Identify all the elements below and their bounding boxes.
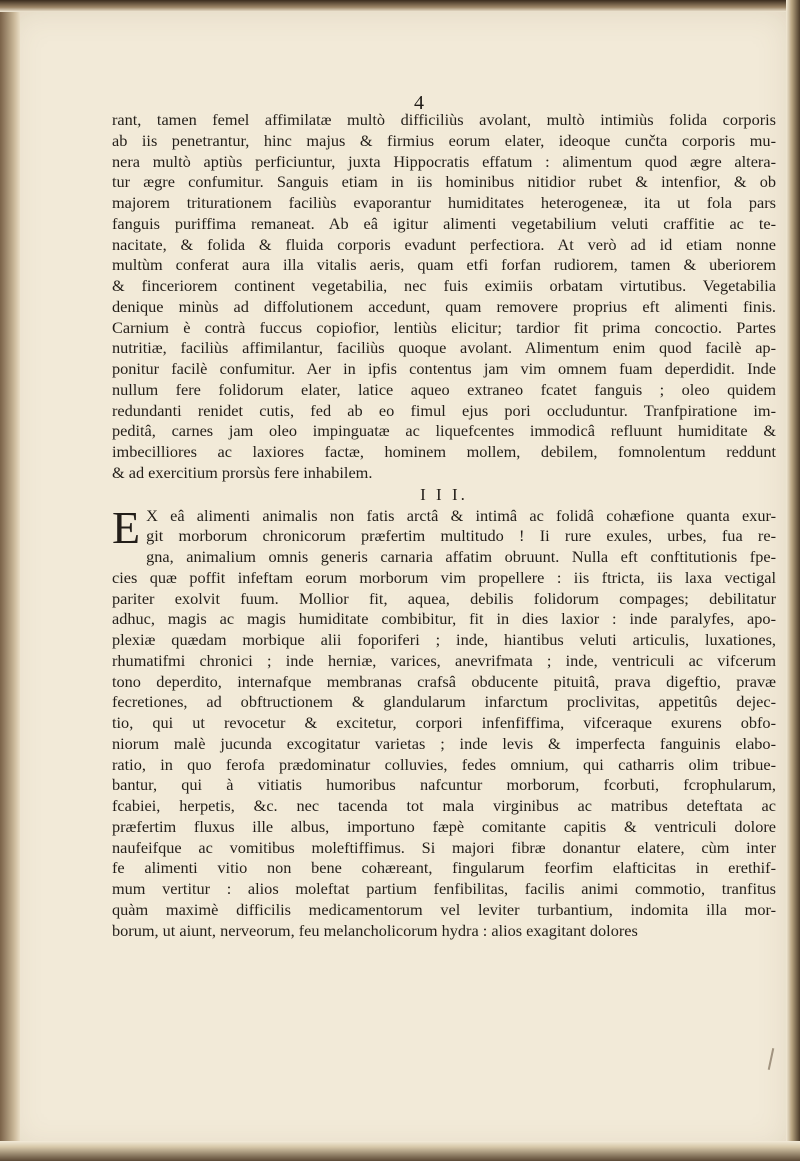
page-top-edge [0,0,800,12]
text-line: tio, qui ut revocetur & excitetur, corpori infenfiffima, vifceraque exurens obfo- [112,713,776,732]
text-line: peditâ, carnes jam oleo impinguatæ ac liquefcentes immodicâ refluunt humiditate & [112,421,776,441]
page-binding-shadow [0,0,20,1161]
text-line: mum vertitur : alios moleftat partium fenfibilitas, facilis animi commotio, tranfitus [112,879,776,898]
page-number: 4 [414,92,424,114]
text-line: ponitur facilè confumitur. Aer in ipfis contentus jam vim omnem fuam deperdidit. Inde [112,359,776,378]
text-line: Carnium è contrà fuccus copiofior, lentiùs elicitur; tardior fit prima concoctio. Partes [112,317,776,337]
text-line: nullum fere folidorum elater, latice aqueo extraneo fcatet fanguis ; oleo quidem [112,379,776,399]
page-body-text [112,110,776,941]
text-line: nera multò aptiùs perficiuntur, juxta Hippocratis effatum : alimentum quod ægre altera- [112,151,776,171]
text-line: ratio, in quo ferofa prædominatur colluvies, fedes omnium, qui catharris olim tribue- [112,754,776,774]
text-line: fe alimenti vitio non bene cohæreant, fingularum feorfim elafticitas in erethif- [112,858,776,878]
paragraph-1 [112,110,776,484]
text-line: pariter exolvit fuum. Mollior fit, aquea, debilis folidorum compages; debilitatur [112,588,776,608]
text-line: majorem triturationem faciliùs evaporantur humiditates heterogeneæ, ita ut fola pars [112,193,776,212]
text-line: denique minùs ad diffolutionem accedunt, quam removere proprius eft alimenti finis. [112,296,776,316]
text-line: naufeifque ac vomitibus moleftiffimus. Si majori fibræ donantur elatere, cùm inter [112,837,776,857]
text-line: bantur, qui à vitiatis humoribus nafcuntur morborum, fcorbuti, fcrophularum, [112,775,776,795]
page-bottom-edge [0,1141,800,1161]
text-line: fecretiones, ad obftructionem & glandularum infarctum proclivitas, appetitûs dejec- [112,692,776,712]
text-line: quàm maximè difficilis medicamentorum vel leviter turbantium, indomita illa mor- [112,899,776,919]
page-right-edge [786,0,800,1161]
text-line: X eâ alimenti animalis non fatis arctâ & intimâ ac folidâ cohæfione quanta exur- [146,505,776,525]
text-line: nutritiæ, faciliùs affimilantur, faciliùs quoque avolant. Alimentum enim quod facilè ap- [112,338,776,358]
text-line: cies quæ poffit infeftam eorum morborum vim propellere : iis ftricta, iis laxa vectigal [112,567,776,587]
text-line: fcabiei, herpetis, &c. nec tacenda tot mala virginibus ac matribus deteftata ac [112,796,776,815]
paragraph-2 [112,501,776,942]
text-line: & ad exercitium prorsùs fere inhabilem. [112,462,373,482]
text-line: rhumatifmi chronici ; inde herniæ, varices, anevrifmata ; inde, ventriculi ac vifcerum [112,650,776,670]
margin-mark [768,1048,775,1070]
text-line: tono deperdito, internafque membranas crafsâ obducente pituitâ, prava digeftio, pravæ [112,671,776,691]
text-line: nacitate, & folida & fluida corporis evadunt perfectiora. At verò ad id etiam nonne [112,234,776,254]
text-line: niorum malè jucunda excogitatur varietas ; inde levis & imperfecta fanguinis elabo- [112,733,776,753]
text-line: præfertim fluxus ille albus, importuno fæpè comitante capitis & ventriculi dolore [112,816,776,836]
text-line: rant, tamen femel affimilatæ multò difficiliùs avolant, multò intimiùs folida corporis [112,110,776,129]
text-line: & finceriorem continent vegetabilia, nec fuis eximiis orbatam virtutibus. Vegetabilia [112,276,776,295]
text-line: gna, animalium omnis generis carnaria affatim obruunt. Nulla eft conftitutionis fpe- [146,547,776,566]
text-line: git morborum chronicorum præfertim multitudo ! Ii rure exules, urbes, fua re- [146,526,776,546]
text-line: fanguis puriffima remaneat. Ab eâ igitur alimenti vegetabilium veluti craffitie ac te- [112,213,776,233]
text-line: redundanti renidet cutis, fed ab eo fimul ejus pori occluduntur. Tranfpiratione im- [112,400,776,420]
section-heading: I I I. [420,484,468,504]
drop-initial: E [112,501,141,553]
text-line: ab iis penetrantur, hinc majus & firmius eorum elater, ideoque cunčta corporis mu- [112,130,776,150]
text-line: adhuc, magis ac magis humiditate combibitur, fit in dies laxior : inde paralyfes, apo- [112,609,776,629]
text-line: multùm conferat aura illa vitalis aeris, quam etfi forfan rudiorem, tamen & uberiorem [112,255,776,275]
text-line: borum, ut aiunt, nerveorum, feu melancholicorum hydra : alios exagitant dolores [112,920,638,940]
text-line: imbecilliores ac laxiores factæ, hominem mollem, debilem, fomnolentum reddunt [112,442,776,461]
text-line: plexiæ quædam morbique alii foporiferi ; inde, hiantibus veluti articulis, luxationes, [112,630,776,649]
text-line: tur ægre confumitur. Sanguis etiam in iis hominibus nitidior rubet & intenfior, & ob [112,172,776,192]
